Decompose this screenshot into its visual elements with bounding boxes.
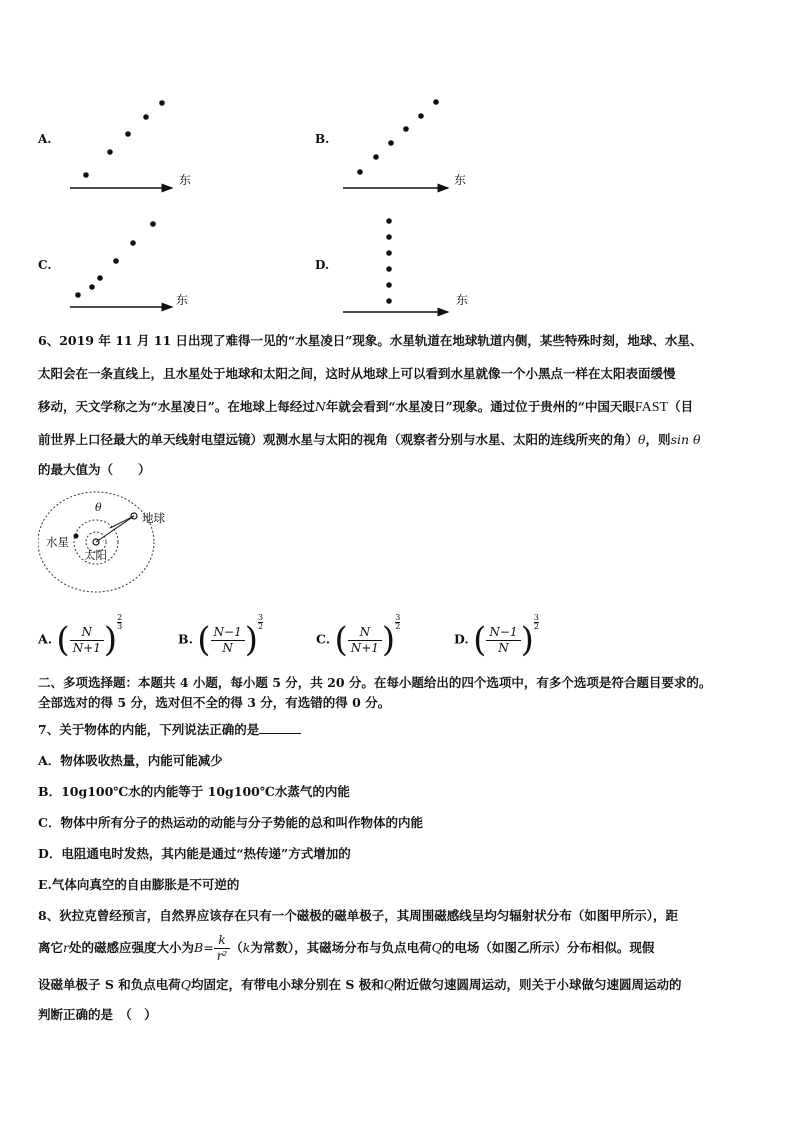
- east-label-c: 东: [176, 293, 189, 307]
- sun-label: 太阳: [84, 548, 107, 562]
- answer-blank: [259, 723, 301, 734]
- mercury-marker: [74, 534, 79, 539]
- var-b: B: [194, 940, 204, 955]
- diagram-a: [70, 100, 172, 188]
- q6-line-5: 的最大值为（ ）: [38, 462, 151, 477]
- mercury-label: 水星: [46, 535, 69, 549]
- sin-theta: sin θ: [670, 432, 701, 447]
- q6-line-4: 前世界上口径最大的单天线射电望远镜）观测水星与太阳的视角（观察者分别与水星、太阳的连线所夹的角）θ，则sin θ: [38, 432, 701, 447]
- east-label-a: 东: [179, 173, 192, 187]
- dot: [403, 126, 409, 132]
- q7-option-d: D．电阻通电时发热，其内能是通过“热传递”方式增加的: [38, 846, 351, 861]
- q6-line-2: 太阳会在一条直线上，且水星处于地球和太阳之间，这时从地球上可以看到水星就像一个小黑点一样在太阳表面缓慢: [38, 366, 676, 381]
- q8-line-2: 离它r处的磁感应强度大小为B= $\frac{k}{\text{r²}}$ （k为常数），其磁场分布与负点电荷Q的电场（如图乙所示）分布相似。现假: [38, 933, 655, 963]
- dot: [418, 113, 424, 119]
- var-n: N: [314, 399, 326, 414]
- dot: [386, 298, 392, 304]
- dot: [113, 258, 119, 264]
- option-c-label: C.: [38, 258, 52, 272]
- dot: [130, 240, 136, 246]
- option-b-label: B.: [315, 132, 330, 146]
- q7-stem: 7、关于物体的内能，下列说法正确的是: [38, 720, 301, 738]
- q7-option-a: A．物体吸收热量，内能可能减少: [38, 753, 223, 768]
- diagram-c: [70, 221, 172, 307]
- dot: [143, 114, 149, 120]
- diagram-d: [343, 218, 448, 312]
- q8-line-1: 8、狄拉克曾经预言，自然界应该存在只有一个磁极的磁单极子，其周围磁感线呈均匀辐射状分布（如图甲所示），距: [38, 908, 678, 923]
- dot: [150, 221, 156, 227]
- q7-option-e: E.气体向真空的自由膨胀是不可逆的: [38, 877, 240, 892]
- east-label-d: 东: [456, 293, 469, 307]
- earth-label: 地球: [142, 511, 165, 525]
- q6-option-b: B. ( $\frac{N-1}{N}$ ) $\frac{3}{2}$: [178, 613, 264, 660]
- sight-line-sun: [96, 516, 134, 542]
- dot: [83, 172, 89, 178]
- option-d-label: D.: [315, 258, 330, 272]
- dot: [97, 275, 103, 281]
- section2-line-1: 二、多项选择题：本题共 4 小题，每小题 5 分，共 20 分。在每小题给出的四个选项中，有多个选项是符合题目要求的。: [38, 675, 712, 690]
- q8-line-3: 设磁单极子 S 和负点电荷Q均固定，有带电小球分别在 S 极和Q附近做匀速圆周运动，则关于小球做匀速圆周运动的: [38, 977, 682, 992]
- dot: [386, 266, 392, 272]
- dot: [388, 140, 394, 146]
- section2-line-2: 全部选对的得 5 分，选对但不全的得 3 分，有选错的得 0 分。: [38, 695, 391, 710]
- q6-line-1: 6、2019 年 11 月 11 日出现了难得一见的“水星凌日”现象。水星轨道在地球轨道内侧，某些特殊时刻，地球、水星、: [38, 333, 703, 348]
- dot: [386, 250, 392, 256]
- dot: [357, 169, 363, 175]
- q7-option-b: B．10g100℃水的内能等于 10g100℃水蒸气的内能: [38, 784, 350, 799]
- dot: [75, 292, 81, 298]
- diagram-b: [343, 99, 448, 188]
- fast-text: FAST: [634, 400, 669, 415]
- q6-line-3: 移动，天文学称之为“水星凌日”。在地球上每经过N年就会看到“水星凌日”现象。通过位于贵州的“中国天眼FAST（目: [38, 399, 694, 415]
- theta-label: θ: [95, 501, 102, 514]
- q6-option-d: D. ( $\frac{N-1}{N}$ ) $\frac{3}{2}$: [454, 613, 539, 660]
- dot: [386, 234, 392, 240]
- dot: [107, 149, 113, 155]
- q6-option-a: A. ( $\frac{N}{N+1}$ ) $\frac{2}{3}$: [38, 613, 123, 660]
- dot: [433, 99, 439, 105]
- sight-line-mercury: [110, 516, 134, 528]
- q8-line-4: 判断正确的是 （ ）: [38, 1007, 157, 1022]
- dot: [159, 100, 165, 106]
- dot-diagrams: [0, 0, 794, 320]
- dot: [125, 131, 131, 137]
- var-q: Q: [431, 940, 442, 955]
- q6-option-c: C. ( $\frac{N}{N+1}$ ) $\frac{3}{2}$: [316, 613, 401, 660]
- east-label-b: 东: [454, 173, 467, 187]
- dot: [386, 218, 392, 224]
- q7-option-c: C．物体中所有分子的热运动的动能与分子势能的总和叫作物体的内能: [38, 815, 423, 830]
- var-r: r: [63, 940, 69, 955]
- dot: [89, 284, 95, 290]
- var-k: k: [242, 940, 251, 955]
- var-theta: θ: [638, 432, 646, 447]
- dot: [373, 154, 379, 160]
- dot: [386, 282, 392, 288]
- option-a-label: A.: [38, 132, 52, 146]
